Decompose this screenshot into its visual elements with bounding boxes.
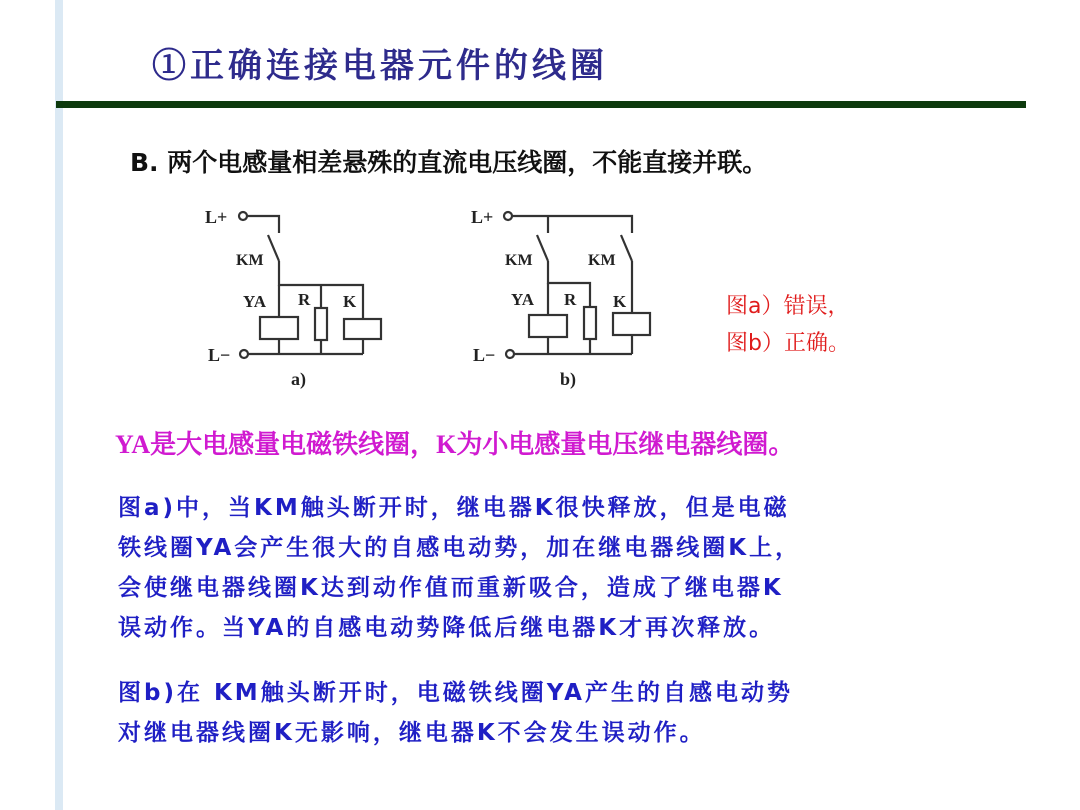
text-line: 图b)在 KM触头断开时，电磁铁线圈YA产生的自感电动势 — [118, 680, 793, 706]
label-k-b: K — [613, 292, 627, 311]
label-k-a: K — [343, 292, 357, 311]
text-line: 对继电器线圈K无影响，继电器K不会发生误动作。 — [118, 720, 706, 746]
label-lplus-a: L+ — [205, 207, 228, 227]
verdict-b: 图b）正确。 — [726, 331, 850, 356]
slide-title: ①正确连接电器元件的线圈 — [152, 46, 608, 86]
label-km-b2: KM — [588, 252, 616, 269]
label-ya-a: YA — [243, 292, 266, 311]
label-r-a: R — [298, 290, 311, 309]
text-line: 误动作。当YA的自感电动势降低后继电器K才再次释放。 — [118, 615, 776, 641]
text-line: 图a)中，当KM触头断开时，继电器K很快释放，但是电磁 — [118, 495, 790, 521]
verdict — [726, 288, 850, 362]
text-line: 铁线圈YA会产生很大的自感电动势，加在继电器线圈K上， — [118, 535, 802, 561]
explanation-b — [118, 673, 978, 753]
caption-b: b) — [560, 369, 577, 389]
label-km-a: KM — [236, 252, 264, 269]
title-divider — [56, 101, 1026, 108]
label-lminus-a: L− — [208, 345, 231, 365]
label-r-b: R — [564, 290, 577, 309]
circuit-a — [205, 207, 381, 390]
caption-a: a) — [291, 369, 306, 389]
label-ya-b: YA — [511, 290, 534, 309]
coil-note: YA是大电感量电磁铁线圈，K为小电感量电压继电器线圈。 — [115, 430, 795, 459]
label-lplus-b: L+ — [471, 207, 494, 227]
text-line: 会使继电器线圈K达到动作值而重新吸合，造成了继电器K — [118, 575, 784, 601]
circuit-b — [471, 207, 650, 390]
explanation-a — [118, 488, 978, 648]
label-lminus-b: L− — [473, 345, 496, 365]
label-km-b1: KM — [505, 252, 533, 269]
left-accent-bar — [55, 0, 63, 810]
subtitle: B. 两个电感量相差悬殊的直流电压线圈，不能直接并联。 — [130, 148, 768, 177]
circuit-diagrams — [190, 195, 670, 395]
verdict-a: 图a）错误， — [726, 294, 850, 319]
